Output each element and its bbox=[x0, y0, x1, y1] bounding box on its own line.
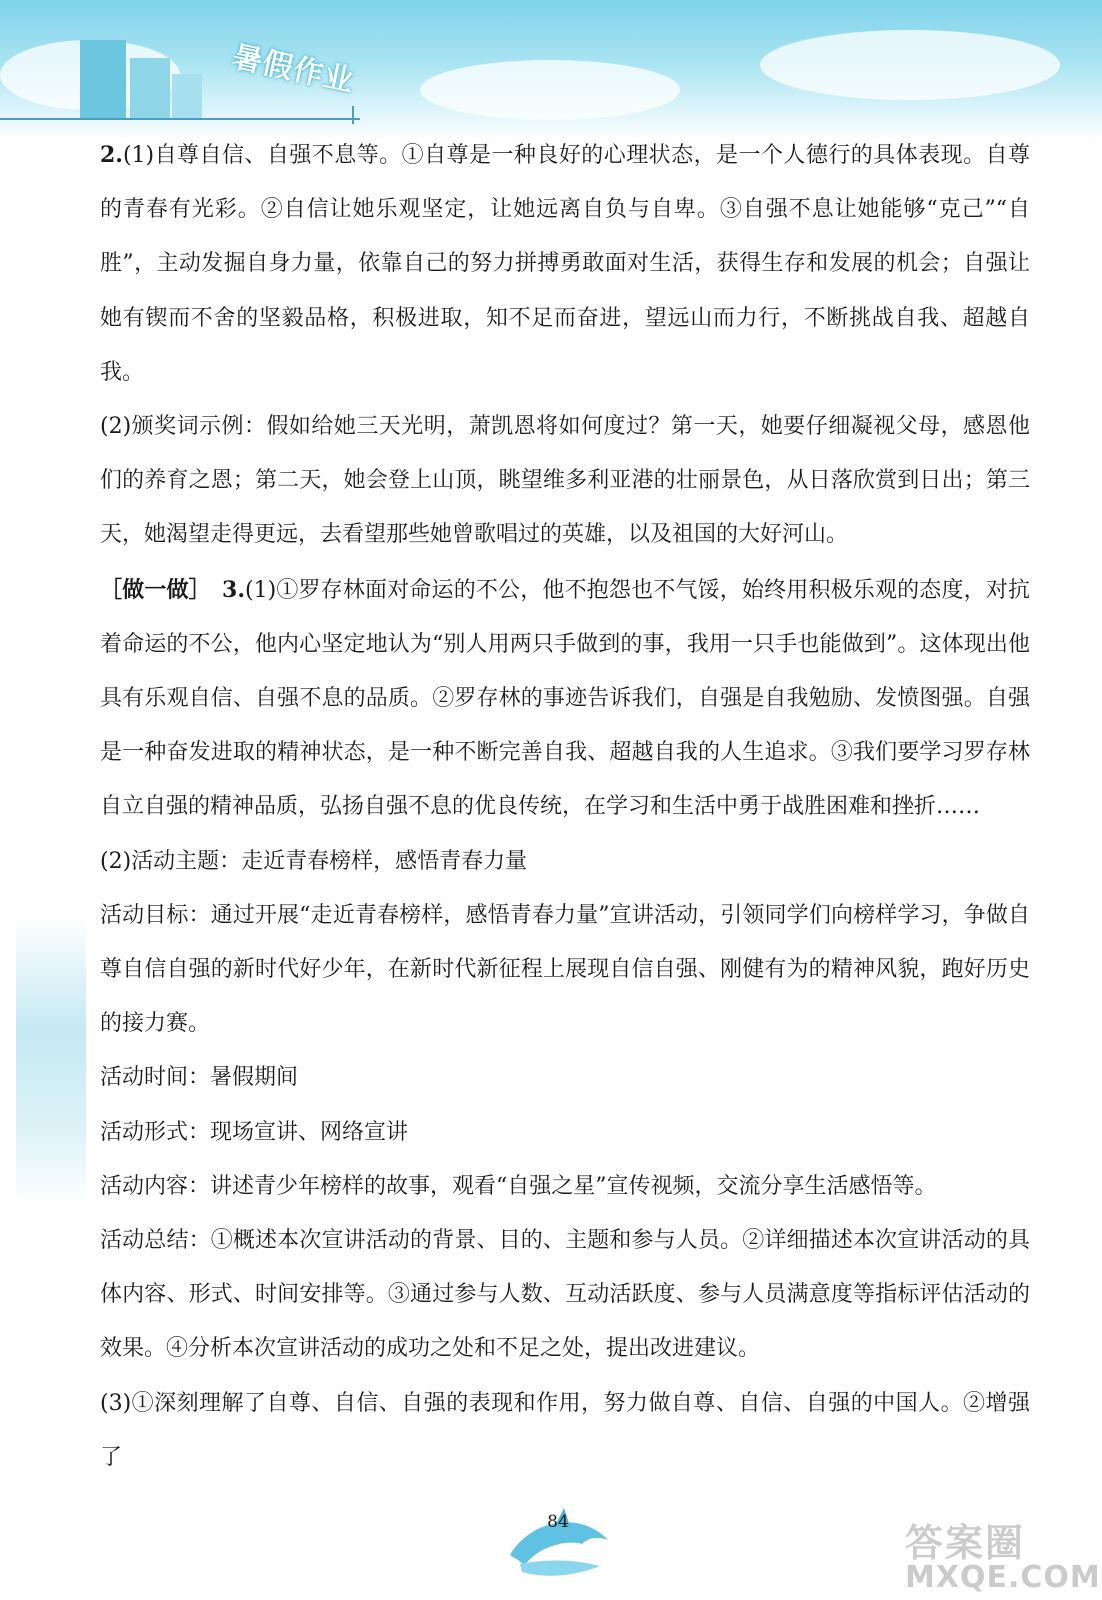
answer-paragraph bbox=[100, 400, 1030, 563]
paragraph-text: 活动内容：讲述青少年榜样的故事，观看“自强之星”宣传视频，交流分享生活感悟等。 bbox=[100, 1173, 937, 1199]
paragraph-text: (2)活动主题：走近青春榜样，感悟青春力量 bbox=[100, 848, 528, 874]
paragraph-text: 活动形式：现场宣讲、网络宣讲 bbox=[100, 1119, 409, 1145]
answer-paragraph bbox=[100, 1160, 1030, 1214]
header-banner bbox=[0, 0, 1102, 140]
header-divider-tick bbox=[352, 106, 354, 124]
paragraph-text: 活动时间：暑假期间 bbox=[100, 1065, 299, 1091]
side-decoration bbox=[16, 915, 86, 1205]
header-divider bbox=[0, 118, 360, 120]
answer-paragraph bbox=[100, 563, 1030, 835]
question-number: ［做一做］ 3. bbox=[100, 576, 245, 603]
building-decoration bbox=[130, 58, 170, 120]
question-number: 2. bbox=[100, 142, 123, 168]
paragraph-text: (1)①罗存林面对命运的不公，他不抱怨也不气馁，始终用积极乐观的态度，对抗着命运的不公，他内心坚定地认为“别人用两只手做到的事，我用一只手也能做到”。这体现出他具有乐观自信、自强不息的品质。②罗存林的事迹告诉我们，自强是自我勉励、发愤图强。自强是一种奋发进取的精神状态，是一种不断完善自我、超越自我的人生追求。③我们要学习罗存林自立自强的精神品质，弘扬自强不息的优良传统，在学习和生活中勇于战胜困难和挫折…… bbox=[100, 577, 1030, 820]
watermark-logo: 答案圈 bbox=[905, 1521, 1026, 1565]
watermark-url: MXQE.COM bbox=[905, 1560, 1101, 1595]
paragraph-text: 活动目标：通过开展“走近青春榜样，感悟青春力量”宣讲活动，引领同学们向榜样学习，争做自尊自信自强的新时代好少年，在新时代新征程上展现自信自强、刚健有为的精神风貌，跑好历史的接力赛。 bbox=[100, 902, 1030, 1037]
paragraph-text: (2)颁奖词示例：假如给她三天光明，萧凯恩将如何度过？第一天，她要仔细凝视父母，感恩他们的养育之恩；第二天，她会登上山顶，眺望维多利亚港的壮丽景色，从日落欣赏到日出；第三天，她渴望走得更远，去看望那些她曾歌唱过的英雄，以及祖国的大好河山。 bbox=[100, 414, 1030, 548]
answer-paragraph bbox=[100, 1106, 1030, 1160]
answer-paragraph bbox=[100, 889, 1030, 1052]
answer-paragraph bbox=[100, 1377, 1030, 1485]
cloud-decoration bbox=[760, 30, 1060, 100]
answer-paragraph bbox=[100, 128, 1030, 400]
paragraph-text: (3)①深刻理解了自尊、自信、自强的表现和作用，努力做自尊、自信、自强的中国人。②增强了 bbox=[100, 1390, 1030, 1470]
answer-content bbox=[100, 128, 1030, 1485]
cloud-decoration bbox=[420, 60, 680, 120]
paragraph-text: (1)自尊自信、自强不息等。①自尊是一种良好的心理状态，是一个人德行的具体表现。自尊的青春有光彩。②自信让她乐观坚定，让她远离自负与自卑。③自强不息让她能够“克己”“自胜”，主动发掘自身力量，依靠自己的努力拼搏勇敢面对生活，获得生存和发展的机会；自强让她有锲而不舍的坚毅品格，积极进取，知不足而奋进，望远山而力行，不断挑战自我、超越自我。 bbox=[100, 143, 1030, 385]
page-number: 84 bbox=[547, 1512, 569, 1532]
answer-paragraph bbox=[100, 1214, 1030, 1377]
paragraph-text: 活动总结：①概述本次宣讲活动的背景、目的、主题和参与人员。②详细描述本次宣讲活动的具体内容、形式、时间安排等。③通过参与人数、互动活跃度、参与人员满意度等指标评估活动的效果。④分析本次宣讲活动的成功之处和不足之处，提出改进建议。 bbox=[100, 1228, 1030, 1362]
answer-paragraph bbox=[100, 1051, 1030, 1105]
header-title: 暑假作业 bbox=[228, 39, 358, 100]
building-decoration bbox=[80, 40, 126, 120]
answer-paragraph bbox=[100, 835, 1030, 889]
building-decoration bbox=[172, 74, 202, 120]
